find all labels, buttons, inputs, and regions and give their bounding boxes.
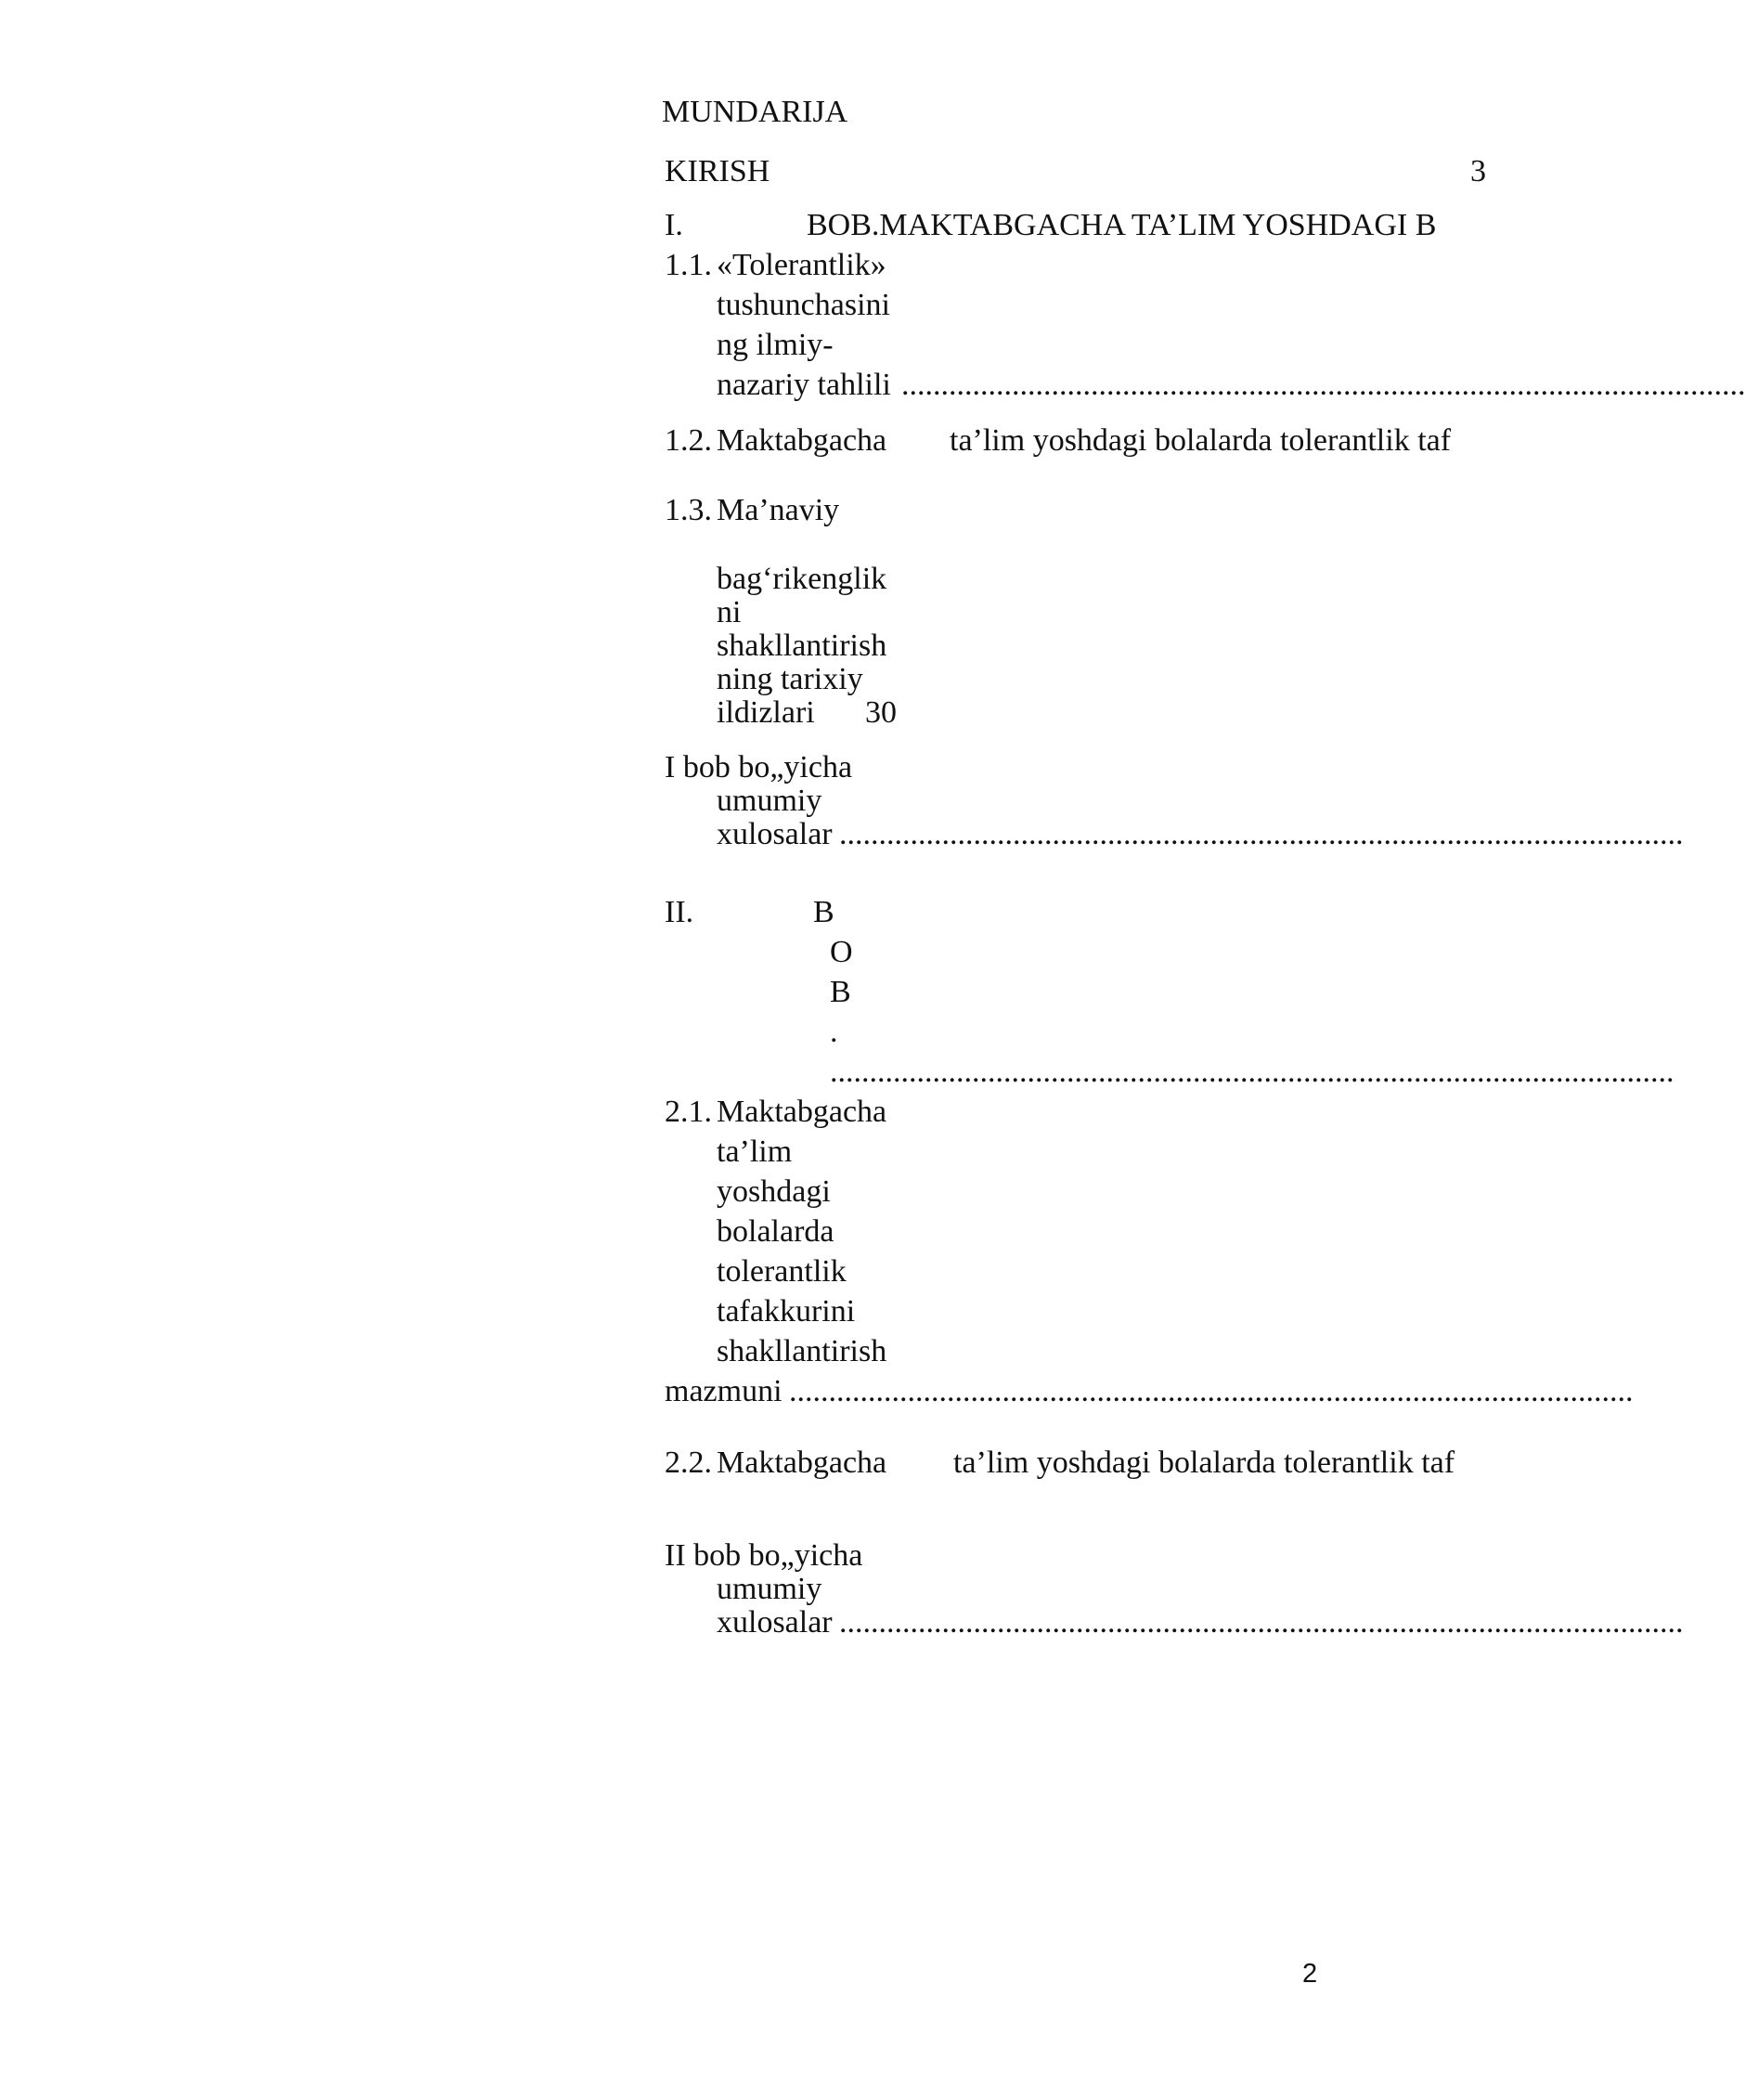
- toc-page-kirish: 3: [1470, 154, 1486, 188]
- chapter2-conclusion-line: II bob bo„yicha: [665, 1538, 863, 1573]
- section-2-1-line: bolalarda: [717, 1214, 834, 1249]
- chapter2-letter: B: [813, 895, 834, 929]
- section-1-3-page: 30: [865, 695, 897, 730]
- chapter1-conclusion-line: umumiy: [717, 784, 822, 818]
- toc-heading: MUNDARIJA: [662, 95, 848, 129]
- section-1-3-line: ning tarixiy: [717, 662, 863, 696]
- section-1-2-title: ta’lim yoshdagi bolalarda tolerantlik taf: [950, 423, 1452, 458]
- section-1-1-line: «Tolerantlik»: [717, 248, 886, 282]
- chapter2-letter: O: [830, 935, 853, 969]
- chapter1-conclusion-line: I bob bo„yicha: [665, 750, 853, 784]
- section-1-1-line: ng ilmiy-: [717, 328, 834, 362]
- section-2-2-word: Maktabgacha: [717, 1445, 887, 1480]
- chapter1-number: I.: [665, 208, 683, 242]
- section-1-3-line: Ma’naviy: [717, 493, 840, 527]
- page-number: 2: [1302, 1959, 1318, 1989]
- section-1-3-line: ni: [717, 595, 742, 629]
- section-2-1-line: shakllantirish: [717, 1334, 887, 1368]
- chapter2-letter: B: [830, 975, 851, 1009]
- section-2-2-number: 2.2.: [665, 1445, 712, 1480]
- section-1-3-line: bag‘rikenglik: [717, 562, 887, 596]
- dot-leader: ...........................................................................................................: [830, 1055, 1675, 1089]
- section-1-3-line: ildizlari: [717, 695, 815, 730]
- toc-entry-kirish: KIRISH: [665, 154, 770, 188]
- section-1-1-line: nazariy tahlili: [717, 368, 891, 402]
- section-1-1-number: 1.1.: [665, 248, 712, 282]
- section-2-1-line: yoshdagi: [717, 1174, 831, 1209]
- section-1-1-line: tushunchasini: [717, 288, 890, 322]
- chapter2-number: II.: [665, 895, 694, 929]
- section-2-1-line: ta’lim: [717, 1134, 793, 1169]
- section-2-1-line: tolerantlik: [717, 1254, 847, 1289]
- section-2-1-line: tafakkurini: [717, 1294, 856, 1329]
- section-1-2-word: Maktabgacha: [717, 423, 887, 458]
- section-2-1-number: 2.1.: [665, 1095, 712, 1129]
- section-1-2-number: 1.2.: [665, 423, 712, 458]
- chapter2-conclusion-line: xulosalar: [717, 1605, 833, 1640]
- section-1-3-number: 1.3.: [665, 493, 712, 527]
- section-2-1-line: Maktabgacha: [717, 1095, 887, 1129]
- section-2-1-line: mazmuni: [665, 1374, 782, 1408]
- chapter1-conclusion-line: xulosalar: [717, 817, 833, 851]
- dot-leader: ...........................................................................................................: [839, 1605, 1684, 1640]
- section-2-2-title: ta’lim yoshdagi bolalarda tolerantlik taf: [953, 1445, 1455, 1480]
- chapter2-letter: .: [830, 1015, 838, 1049]
- dot-leader: ...........................................................................................................: [901, 368, 1746, 402]
- dot-leader: ...........................................................................................................: [789, 1374, 1634, 1408]
- dot-leader: ...........................................................................................................: [839, 817, 1684, 851]
- section-1-3-line: shakllantirish: [717, 629, 887, 663]
- chapter1-title: BOB.MAKTABGACHA TA’LIM YOSHDAGI B: [807, 208, 1437, 242]
- chapter2-conclusion-line: umumiy: [717, 1572, 822, 1606]
